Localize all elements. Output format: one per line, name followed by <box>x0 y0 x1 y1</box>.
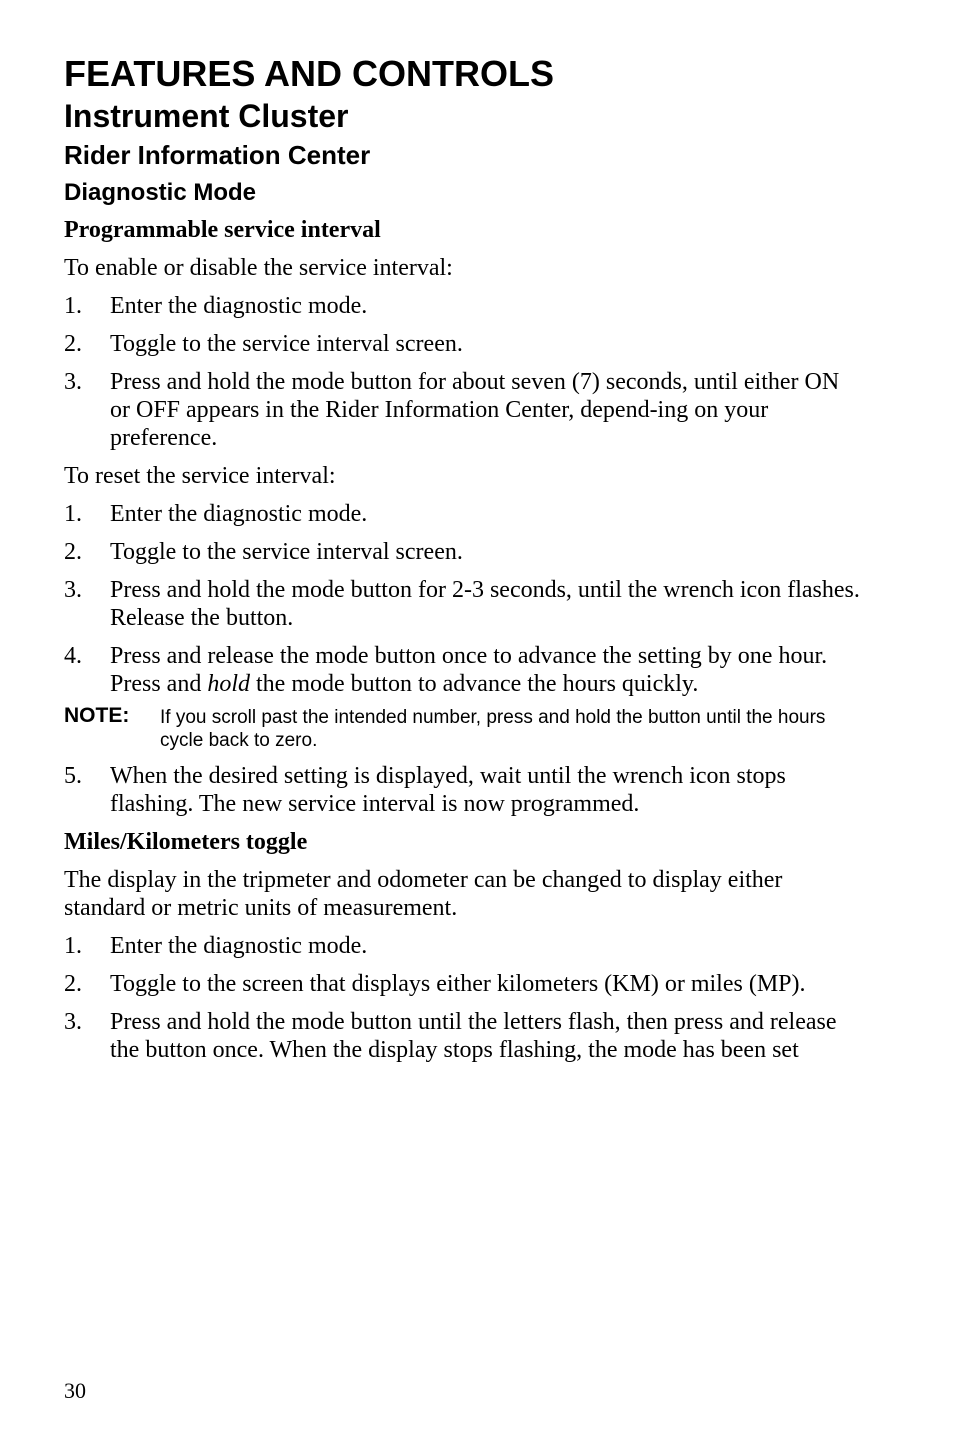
section-heading: Instrument Cluster <box>64 98 349 134</box>
list-item <box>64 538 864 566</box>
step-number: 2. <box>64 539 82 565</box>
step-text: When the desired setting is displayed, wait until the wrench icon stops flashing. The new service interval is now programmed. <box>110 763 786 817</box>
note-label: NOTE: <box>64 704 130 727</box>
step-number: 3. <box>64 577 82 603</box>
step-text-emphasis: hold <box>207 671 250 697</box>
page-number: 30 <box>64 1378 86 1403</box>
step-text: Enter the diagnostic mode. <box>110 501 368 527</box>
subsubsection-heading: Diagnostic Mode <box>64 179 257 206</box>
reset-intro: To reset the service interval: <box>64 463 336 489</box>
step-text: Enter the diagnostic mode. <box>110 293 368 319</box>
step-text: Press and hold the mode button for 2-3 seconds, until the wrench icon flashes. Release the button. <box>110 577 860 631</box>
step-text: Toggle to the screen that displays either kilometers (KM) or miles (MP). <box>110 971 806 997</box>
step-number: 4. <box>64 643 82 669</box>
list-item <box>64 970 864 998</box>
units-intro: The display in the tripmeter and odometer can be changed to display either standard or metric units of measurement. <box>64 867 783 921</box>
note-text: If you scroll past the intended number, press and hold the button until the hours cycle back to zero. <box>160 707 826 751</box>
step-number: 1. <box>64 933 82 959</box>
units-toggle-heading: Miles/Kilometers toggle <box>64 829 308 855</box>
step-text-after: the mode button to advance the hours quickly. <box>250 671 699 697</box>
page-title: FEATURES AND CONTROLS <box>64 53 554 94</box>
units-steps-list <box>64 932 864 1064</box>
step-number: 1. <box>64 501 82 527</box>
step-number: 3. <box>64 1009 82 1035</box>
list-item <box>64 1008 864 1064</box>
list-item <box>64 762 864 818</box>
list-item <box>64 292 864 320</box>
page-content <box>64 52 864 1074</box>
step-text: Toggle to the service interval screen. <box>110 539 463 565</box>
step-number: 1. <box>64 293 82 319</box>
step-text: Enter the diagnostic mode. <box>110 933 368 959</box>
list-item <box>64 642 864 698</box>
step-number: 2. <box>64 971 82 997</box>
list-item <box>64 932 864 960</box>
step-text: Toggle to the service interval screen. <box>110 331 463 357</box>
step-number: 2. <box>64 331 82 357</box>
note-block <box>64 706 864 752</box>
subsection-heading: Rider Information Center <box>64 140 371 170</box>
step-number: 3. <box>64 369 82 395</box>
step-number: 5. <box>64 763 82 789</box>
enable-intro: To enable or disable the service interval: <box>64 255 453 281</box>
reset-steps-list <box>64 500 864 698</box>
service-interval-heading: Programmable service interval <box>64 217 381 243</box>
step-text-before: Press and release the mode button once to advance the setting by one hour. Press and <box>110 643 828 697</box>
list-item <box>64 330 864 358</box>
enable-steps-list <box>64 292 864 452</box>
step-text: Press and hold the mode button until the letters flash, then press and release the button once. When the display stops flashing, the mode has been set <box>110 1009 837 1063</box>
list-item <box>64 368 864 452</box>
step-text: Press and hold the mode button for about seven (7) seconds, until either ON or OFF appears in the Rider Information Center, depend-ing on your preference. <box>110 369 840 451</box>
list-item <box>64 576 864 632</box>
list-item <box>64 500 864 528</box>
reset-steps-continued <box>64 762 864 818</box>
